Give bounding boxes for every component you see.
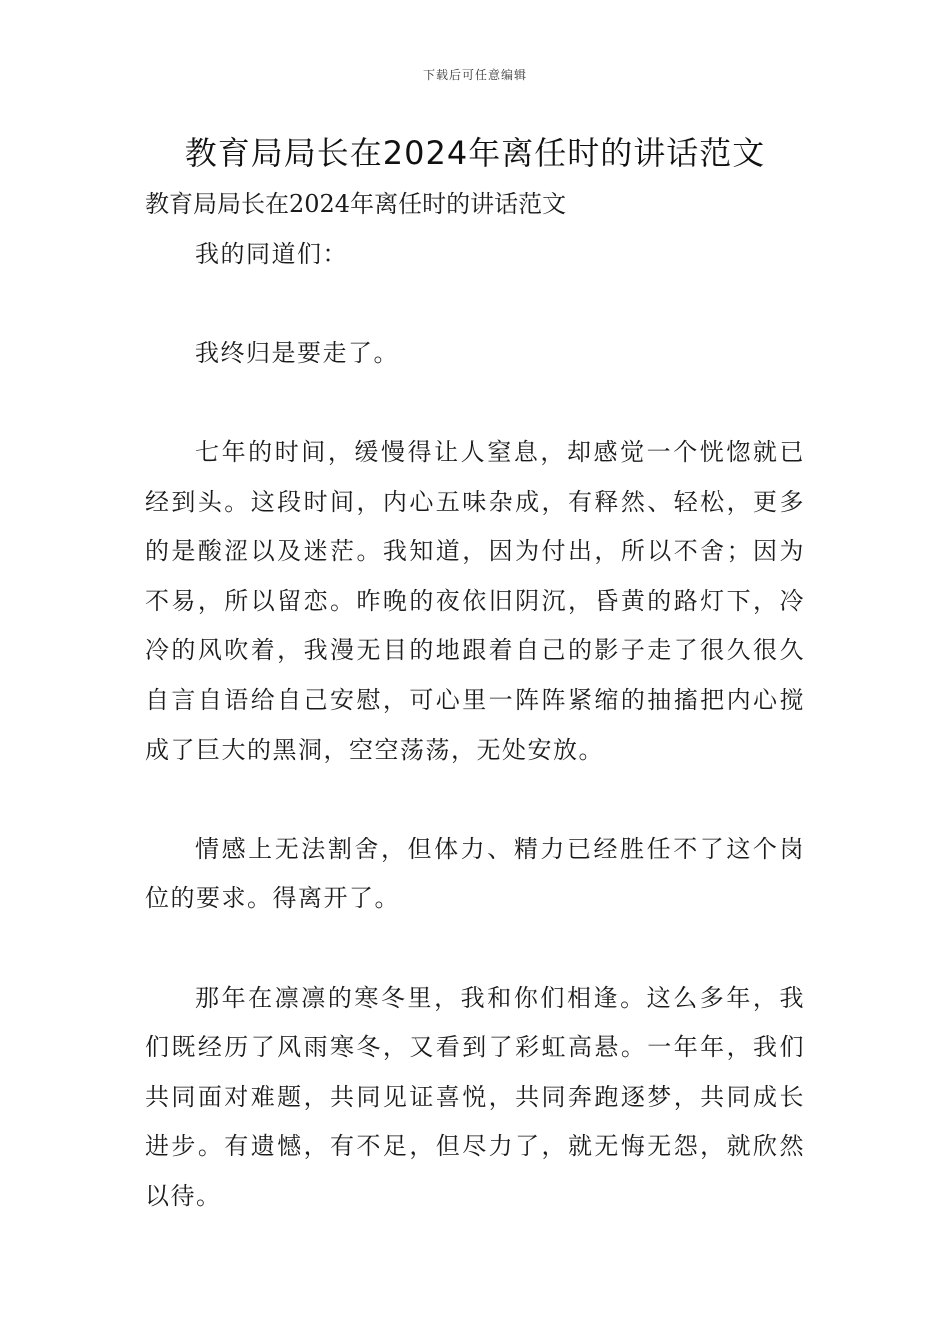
document-body [145,180,805,1221]
document-title: 教育局局长在2024年离任时的讲话范文 [184,134,766,172]
body-paragraph-4: 那年在凛凛的寒冬里，我和你们相逢。这么多年，我们既经历了风雨寒冬，又看到了彩虹高悬。一年年，我们共同面对难题，共同见证喜悦，共同奔跑逐梦，共同成长进步。有遗憾，有不足，但尽力了，就无悔无怨，就欣然以待。 [145,983,805,1210]
greeting-line: 我的同道们： [195,239,348,268]
header-note: 下载后可任意编辑 [422,68,527,82]
body-paragraph-1: 我终归是要走了。 [195,338,399,367]
body-paragraph-2: 七年的时间，缓慢得让人窒息，却感觉一个恍惚就已经到头。这段时间，内心五味杂成，有释然、轻松，更多的是酸涩以及迷茫。我知道，因为付出，所以不舍；因为不易，所以留恋。昨晚的夜依旧阴沉，昏黄的路灯下，冷冷的风吹着，我漫无目的地跟着自己的影子走了很久很久自言自语给自己安慰，可心里一阵阵紧缩的抽搐把内心搅成了巨大的黑洞，空空荡荡，无处安放。 [145,437,805,764]
body-paragraph-3: 情感上无法割舍，但体力、精力已经胜任不了这个岗位的要求。得离开了。 [145,834,805,913]
document-subtitle: 教育局局长在2024年离任时的讲话范文 [145,190,567,218]
